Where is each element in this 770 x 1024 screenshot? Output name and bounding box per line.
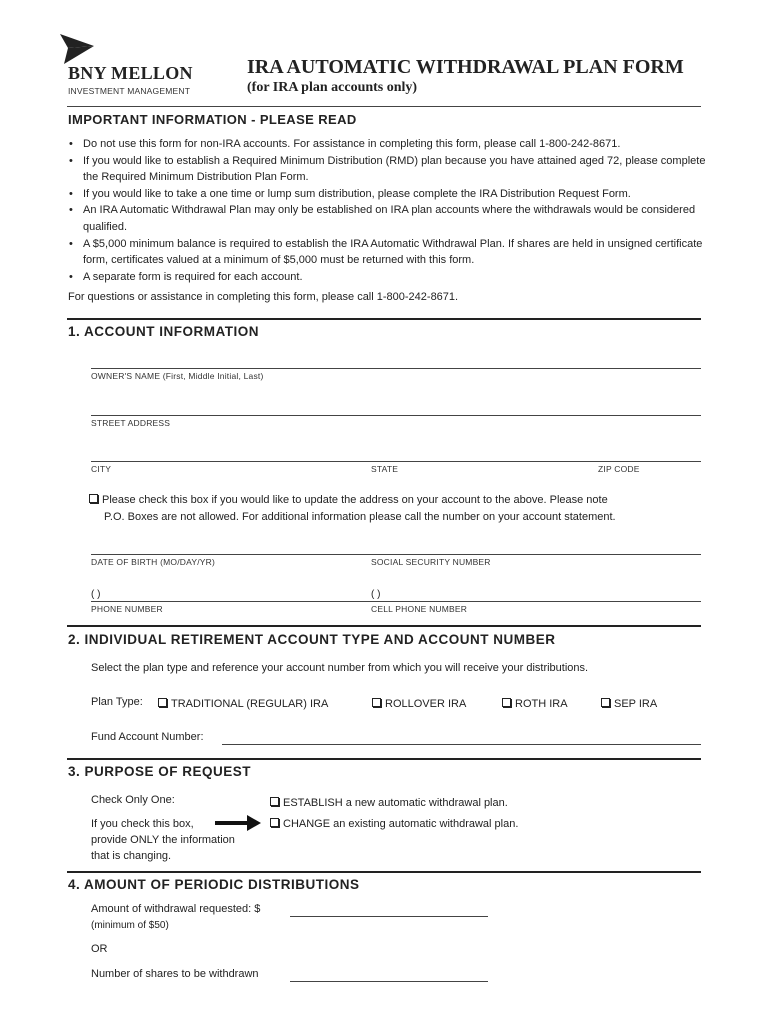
change-checkbox[interactable] xyxy=(270,818,279,827)
establish-label: ESTABLISH a new automatic withdrawal plan. xyxy=(283,797,508,809)
city-state-zip-input[interactable] xyxy=(91,461,701,462)
section-3-divider xyxy=(67,758,701,760)
section-1-heading: 1. ACCOUNT INFORMATION xyxy=(68,324,259,339)
dob-label: DATE OF BIRTH (MO/DAY/YR) xyxy=(91,557,216,567)
cell-area-code: ( ) xyxy=(371,589,381,600)
phone-area-code: ( ) xyxy=(91,589,101,600)
change-instruction-line-2: provide ONLY the information xyxy=(91,834,235,846)
change-option[interactable] xyxy=(270,818,518,830)
dob-ssn-input[interactable] xyxy=(91,554,701,555)
zip-label: ZIP CODE xyxy=(598,464,640,474)
section-4-divider xyxy=(67,871,701,873)
list-item: • A separate form is required for each account. xyxy=(68,269,708,286)
address-update-text-2: P.O. Boxes are not allowed. For additional information please call the number on your account statement. xyxy=(104,511,616,523)
right-arrow-icon xyxy=(215,815,261,831)
establish-option[interactable] xyxy=(270,797,508,809)
phone-label: PHONE NUMBER xyxy=(91,604,163,614)
traditional-ira-checkbox[interactable] xyxy=(158,698,167,707)
owner-name-label: OWNER'S NAME (First, Middle Initial, Last) xyxy=(91,371,264,381)
brand-subtitle: INVESTMENT MANAGEMENT xyxy=(68,86,191,96)
establish-checkbox[interactable] xyxy=(270,797,279,806)
minimum-note: (minimum of $50) xyxy=(91,920,169,931)
change-label: CHANGE an existing automatic withdrawal plan. xyxy=(283,818,519,830)
section-3-heading: 3. PURPOSE OF REQUEST xyxy=(68,764,252,779)
list-item: • A $5,000 minimum balance is required to establish the IRA Automatic Withdrawal Plan. If shares are held in unsigned certificate form, certificates valued at a minimum of $5,000 must be returned with this form. xyxy=(68,236,708,269)
change-instruction xyxy=(91,816,235,864)
bny-mellon-logo-mark-icon xyxy=(60,34,94,64)
shares-label: Number of shares to be withdrawn xyxy=(91,968,259,980)
street-address-label: STREET ADDRESS xyxy=(91,418,171,428)
address-update-checkbox[interactable] xyxy=(89,494,98,503)
plan-option-rollover[interactable] xyxy=(372,698,466,710)
phone-input[interactable] xyxy=(91,601,701,602)
form-subtitle: (for IRA plan accounts only) xyxy=(247,80,418,95)
address-update-text-1: Please check this box if you would like to update the address on your account to the above. Please note xyxy=(102,494,608,506)
list-item: • If you would like to take a one time or lump sum distribution, please complete the IRA Distribution Request Form. xyxy=(68,186,708,203)
sep-ira-checkbox[interactable] xyxy=(601,698,610,707)
sep-ira-label: SEP IRA xyxy=(614,698,658,710)
section-4-heading: 4. AMOUNT OF PERIODIC DISTRIBUTIONS xyxy=(68,877,360,892)
cell-phone-label: CELL PHONE NUMBER xyxy=(371,604,468,614)
shares-input[interactable] xyxy=(290,981,488,982)
header-divider xyxy=(67,106,701,107)
ssn-label: SOCIAL SECURITY NUMBER xyxy=(371,557,491,567)
change-instruction-line-1: If you check this box, xyxy=(91,818,194,830)
plan-option-traditional[interactable] xyxy=(158,698,328,710)
amount-input[interactable] xyxy=(290,916,488,917)
roth-ira-label: ROTH IRA xyxy=(515,698,568,710)
important-heading: IMPORTANT INFORMATION - PLEASE READ xyxy=(68,112,357,127)
brand-name: BNY MELLON xyxy=(68,63,193,83)
section-2-instruction: Select the plan type and reference your account number from which you will receive your distributions. xyxy=(91,662,589,674)
address-update-option[interactable] xyxy=(89,494,709,506)
fund-account-label: Fund Account Number: xyxy=(91,731,204,743)
check-only-one: Check Only One: xyxy=(91,794,175,806)
city-label: CITY xyxy=(91,464,112,474)
rollover-ira-checkbox[interactable] xyxy=(372,698,381,707)
section-2-heading: 2. INDIVIDUAL RETIREMENT ACCOUNT TYPE AND ACCOUNT NUMBER xyxy=(68,632,556,647)
section-1-divider xyxy=(67,318,701,320)
plan-type-label: Plan Type: xyxy=(91,696,143,708)
owner-name-input[interactable] xyxy=(91,368,701,369)
questions-text: For questions or assistance in completing this form, please call 1-800-242-8671. xyxy=(68,291,459,303)
or-text: OR xyxy=(91,943,108,955)
important-bullets xyxy=(68,136,708,285)
roth-ira-checkbox[interactable] xyxy=(502,698,511,707)
plan-option-roth[interactable] xyxy=(502,698,568,710)
list-item: • Do not use this form for non-IRA accounts. For assistance in completing this form, please call 1-800-242-8671. xyxy=(68,136,708,153)
list-item: • An IRA Automatic Withdrawal Plan may only be established on IRA plan accounts where the withdrawals would be considered qualified. xyxy=(68,202,708,235)
plan-option-sep[interactable] xyxy=(601,698,657,710)
state-label: STATE xyxy=(371,464,399,474)
change-instruction-line-3: that is changing. xyxy=(91,850,172,862)
amount-label: Amount of withdrawal requested: $ xyxy=(91,903,261,915)
list-item: • If you would like to establish a Required Minimum Distribution (RMD) plan because you have attained aged 72, please complete the Required Minimum Distribution Plan Form. xyxy=(68,153,708,186)
section-2-divider xyxy=(67,625,701,627)
fund-account-input[interactable] xyxy=(222,744,701,745)
street-address-input[interactable] xyxy=(91,415,701,416)
form-title: IRA AUTOMATIC WITHDRAWAL PLAN FORM xyxy=(247,56,684,78)
traditional-ira-label: TRADITIONAL (REGULAR) IRA xyxy=(171,698,329,710)
rollover-ira-label: ROLLOVER IRA xyxy=(385,698,467,710)
